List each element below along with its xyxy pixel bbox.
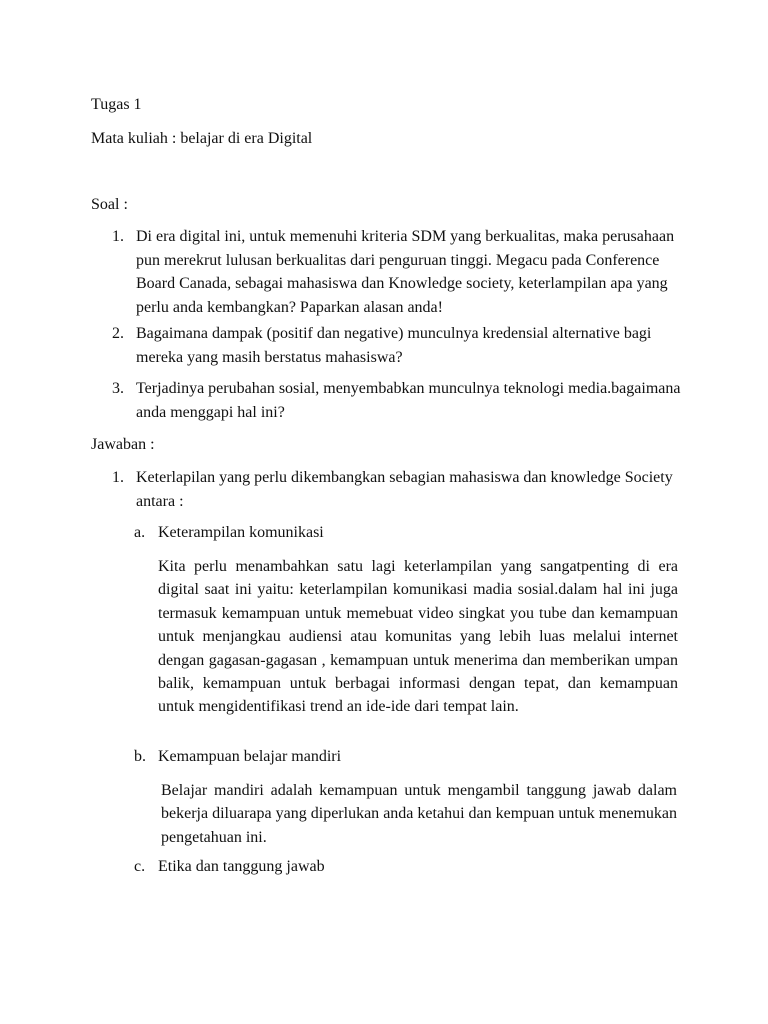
document-title: Tugas 1 (91, 96, 142, 113)
answer-number: 1. (112, 469, 124, 486)
subitem-title: Kemampuan belajar mandiri (158, 748, 342, 765)
question-text: Bagaimana dampak (positif dan negative) munculnya kredensial alternative bagi mereka yang masih berstatus mahasiswa? (136, 325, 652, 366)
answer-text: Keterlapilan yang perlu dikembangkan sebagian mahasiswa dan knowledge Society antara : (136, 469, 673, 510)
questions-heading: Soal : (91, 196, 128, 213)
subitem-title: Keterampilan komunikasi (158, 524, 324, 541)
answers-heading: Jawaban : (91, 436, 155, 453)
question-text: Di era digital ini, untuk memenuhi kriteria SDM yang berkualitas, maka perusahaan pun merekrut lulusan berkualitas dari penguruan tinggi. Megacu pada Conference Board Canada, sebagai mahasiswa dan Knowledge society, keterlampilan apa yang perlu anda kembangkan? Paparkan alasan anda! (136, 228, 675, 316)
subitem-letter: a. (134, 524, 146, 541)
subitem-title: Etika dan tanggung jawab (158, 858, 325, 875)
subitem-paragraph: Kita perlu menambahkan satu lagi keterlampilan yang sangatpenting di era digital saat ini yaitu: keterlampilan komunikasi madia sosial.dalam hal ini juga termasuk kemampuan untuk memebuat video singkat you tube dan kemampuan untuk menjangkau audiensi atau komunitas yang lebih luas melalui internet dengan gagasan-gagasan , kemampuan untuk menerima dan memberikan umpan balik, kemampuan untuk berbagai informasi dengan tepat, dan kemampuan untuk mengidentifikasi trend an ide-ide dari tempat lain. (158, 558, 678, 716)
question-text: Terjadinya perubahan sosial, menyembabkan munculnya teknologi media.bagaimana anda menggapi hal ini? (136, 380, 681, 421)
question-number: 1. (112, 228, 124, 245)
subitem-letter: b. (134, 748, 146, 765)
subitem-letter: c. (134, 858, 146, 875)
question-number: 3. (112, 380, 124, 397)
course-name: Mata kuliah : belajar di era Digital (91, 130, 313, 147)
subitem-paragraph: Belajar mandiri adalah kemampuan untuk mengambil tanggung jawab dalam bekerja diluarapa yang diperlukan anda ketahui dan kempuan untuk menemukan pengetahuan ini. (161, 782, 677, 846)
question-number: 2. (112, 325, 124, 342)
